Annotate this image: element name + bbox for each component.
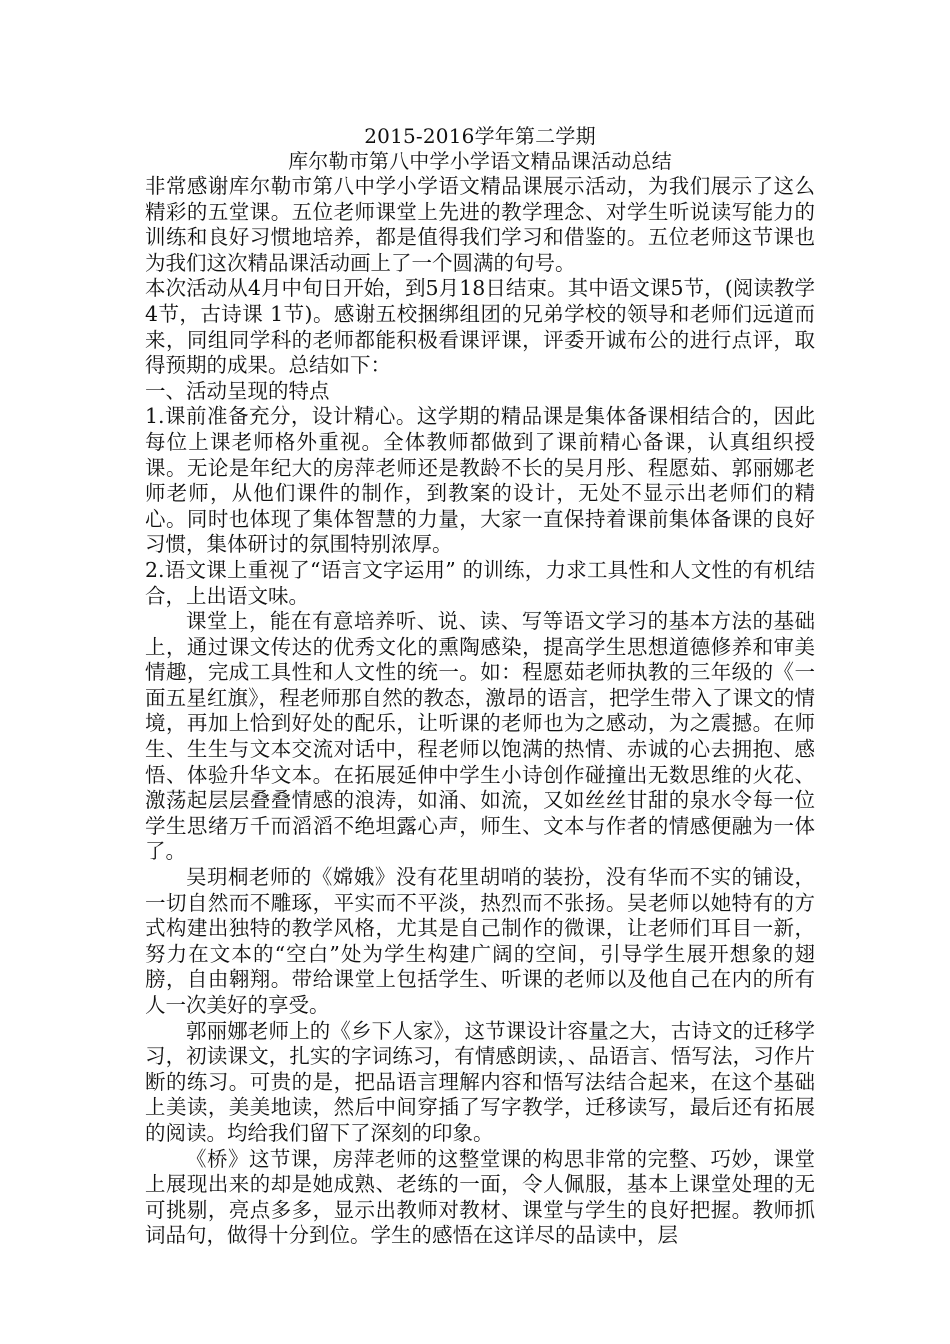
paragraph-classroom: 课堂上，能在有意培养听、说、读、写等语文学习的基本方法的基础上，通过课文传达的优秀文化的熏陶感染，提高学生思想道德修养和审美情趣，完成工具性和人文性的统一。如：程愿茹老师执教的三年级的《一面五星红旗》，程老师那自然的教态，激昂的语言，把学生带入了课文的情境，再加上恰到好处的配乐，让听课的老师也为之感动，为之震撼。在师生、生生与文本交流对话中，程老师以饱满的热情、赤诚的心去拥抱、感悟、体验升华文本。在拓展延伸中学生小诗创作碰撞出无数思维的火花、激荡起层层叠叠情感的浪涛，如涌、如流，又如丝丝甘甜的泉水令每一位学生思绪万千而滔滔不绝坦露心声，师生、文本与作者的情感便融为一体了。	[145, 609, 815, 864]
paragraph-fang-lesson: 《桥》这节课，房萍老师的这整堂课的构思非常的完整、巧妙，课堂上展现出来的却是她成熟、老练的一面，令人佩服，基本上课堂处理的无可挑剔，亮点多多，显示出教师对教材、课堂与学生的良好把握。教师抓词品句，做得十分到位。学生的感悟在这详尽的品读中，层	[145, 1146, 815, 1248]
paragraph-activity-overview: 本次活动从4月中旬日开始，到5月18日结束。其中语文课5节，(阅读教学4节，古诗课 1节)。感谢五校捆绑组团的兄弟学校的领导和老师们远道而来，同组同学科的老师都能积极看课评课，评委开诚布公的进行点评，取得预期的成果。总结如下：	[145, 276, 815, 378]
document-title-line-2: 库尔勒市第八中学小学语文精品课活动总结	[288, 149, 672, 173]
paragraph-intro: 非常感谢库尔勒市第八中学小学语文精品课展示活动，为我们展示了这么精彩的五堂课。五位老师课堂上先进的教学理念、对学生听说读写能力的训练和良好习惯地培养，都是值得我们学习和借鉴的。五位老师这节课也为我们这次精品课活动画上了一个圆满的句号。	[145, 174, 815, 275]
document-content	[145, 124, 815, 1249]
document-title-line-1: 2015-2016学年第二学期	[364, 124, 596, 148]
paragraph-point-2: 2.语文课上重视了“语言文字运用” 的训练，力求工具性和人文性的有机结合，上出语文味。	[145, 557, 815, 608]
paragraph-guo-lesson: 郭丽娜老师上的《乡下人家》，这节课设计容量之大，古诗文的迁移学习，初读课文，扎实的字词练习，有情感朗读，、品语言、悟写法，习作片断的练习。可贵的是，把品语言理解内容和悟写法结合起来，在这个基础上美读，美美地读，然后中间穿插了写字教学，迁移读写，最后还有拓展的阅读。均给我们留下了深刻的印象。	[145, 1018, 815, 1145]
paragraph-wu-lesson: 吴玥桐老师的《嫦娥》没有花里胡哨的装扮，没有华而不实的铺设，一切自然而不雕琢，平实而不平淡，热烈而不张扬。吴老师以她特有的方式构建出独特的教学风格，尤其是自己制作的微课，让老师们耳目一新，努力在文本的“空白”处为学生构建广阔的空间，引导学生展开想象的翅膀，自由翱翔。带给课堂上包括学生、听课的老师以及他自己在内的所有人一次美好的享受。	[145, 865, 815, 1017]
paragraph-point-1: 1.课前准备充分，设计精心。这学期的精品课是集体备课相结合的，因此每位上课老师格外重视。全体教师都做到了课前精心备课，认真组织授课。无论是年纪大的房萍老师还是教龄不长的吴月彤、程愿茹、郭丽娜老师老师，从他们课件的制作，到教案的设计，无处不显示出老师们的精心。同时也体现了集体智慧的力量，大家一直保持着课前集体备课的良好习惯，集体研讨的氛围特别浓厚。	[145, 404, 815, 557]
section-heading-features: 一、活动呈现的特点	[145, 378, 330, 403]
